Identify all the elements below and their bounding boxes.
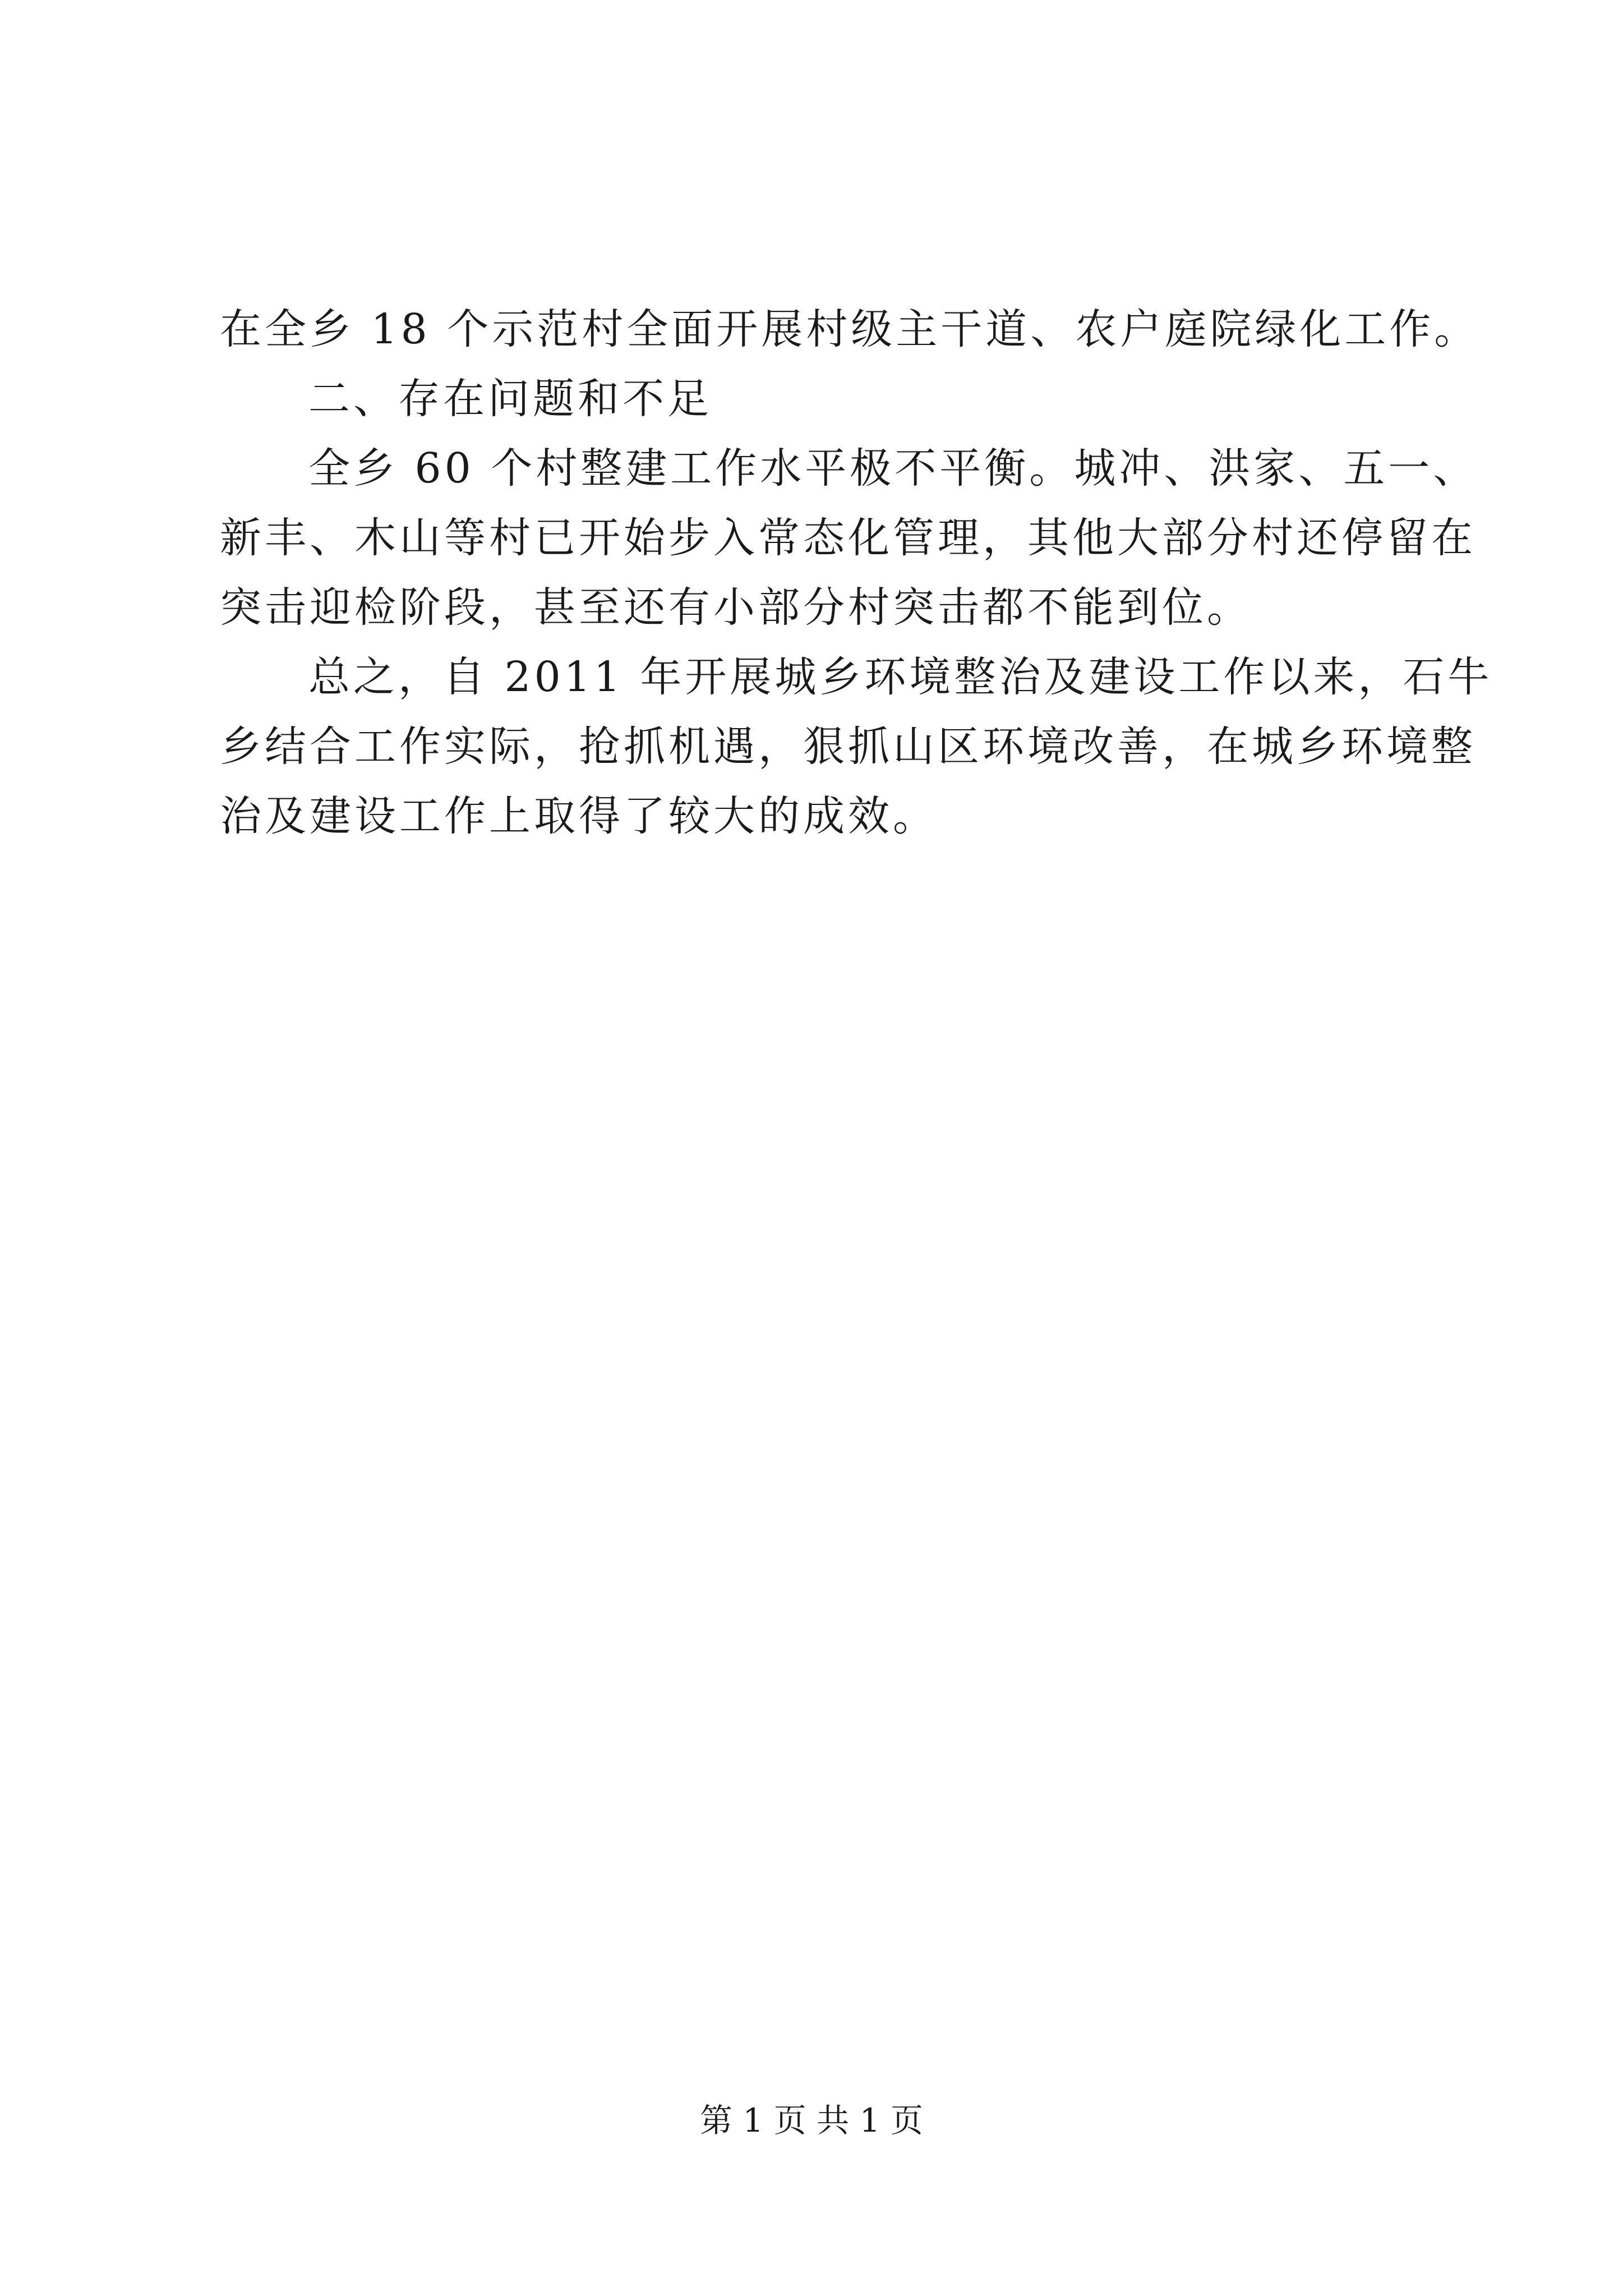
body-line-7: 乡结合工作实际，抢抓机遇，狠抓山区环境改善，在城乡环境整 bbox=[220, 723, 1476, 771]
document-body bbox=[220, 295, 1493, 851]
body-line-8: 治及建设工作上取得了较大的成效。 bbox=[220, 792, 938, 840]
body-line-1: 在全乡 18 个示范村全面开展村级主干道、农户庭院绿化工作。 bbox=[220, 305, 1479, 353]
body-line-4: 新丰、木山等村已开始步入常态化管理，其他大部分村还停留在 bbox=[220, 514, 1476, 562]
section-heading: 二、存在问题和不足 bbox=[308, 375, 712, 423]
body-line-5: 突击迎检阶段，甚至还有小部分村突击都不能到位。 bbox=[220, 583, 1252, 632]
body-line-6: 总之，自 2011 年开展城乡环境整治及建设工作以来，石牛 bbox=[308, 653, 1493, 701]
page-footer: 第 1 页 共 1 页 bbox=[700, 2101, 923, 2139]
body-line-3: 全乡 60 个村整建工作水平极不平衡。城冲、洪家、五一、 bbox=[308, 444, 1478, 493]
